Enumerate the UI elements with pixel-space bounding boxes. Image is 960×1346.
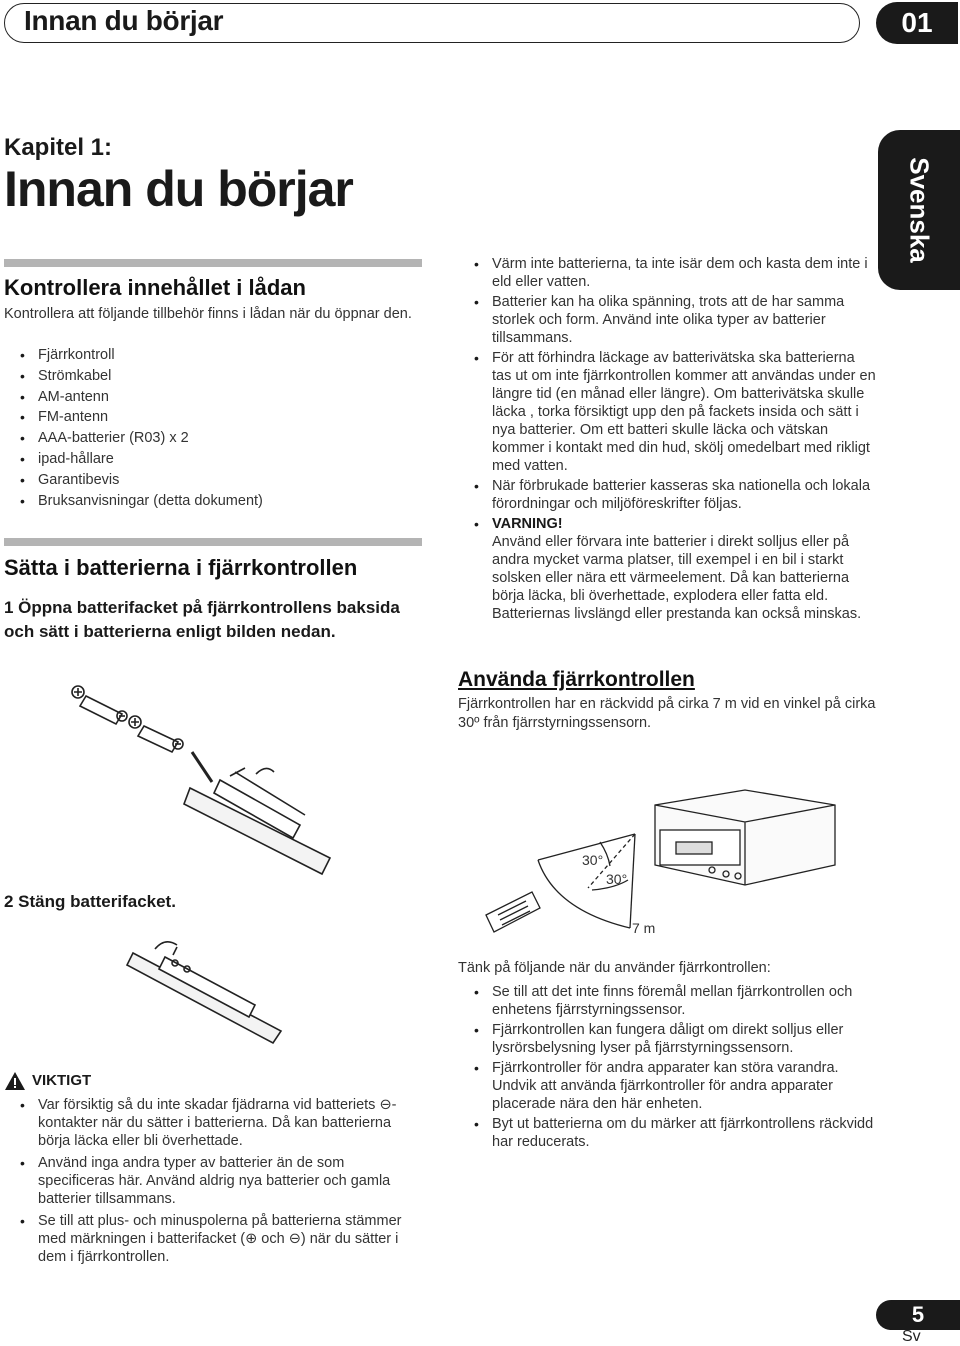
section-divider <box>4 259 422 267</box>
list-item: • AAA-batterier (R03) x 2 <box>4 429 424 447</box>
list-item: • Fjärrkontroller för andra apparater kan störa varandra. Undvik att använda fjärrkontroller för andra apparater placerade nära den här enheten. <box>458 1059 878 1113</box>
list-item: • Var försiktig så du inte skadar fjädrarna vid batteriets ⊖-kontakter när du sätter i batterierna. Då kan batterierna börja läcka eller bli överhettade. <box>4 1096 424 1150</box>
step-2: 2 Stäng batterifacket. <box>4 892 176 911</box>
section-divider <box>4 538 422 546</box>
chapter-title: Innan du börjar <box>4 161 353 217</box>
list-item: • Batterier kan ha olika spänning, trots att de har samma storlek och form. Använd inte olika typer av batterier tillsammans. <box>458 293 878 347</box>
list-item: • Garantibevis <box>4 471 424 489</box>
chapter-label: Kapitel 1: <box>4 134 113 161</box>
list-item: • Se till att det inte finns föremål mellan fjärrkontrollen och enhetens fjärrstyrningssensor. <box>458 983 878 1019</box>
contents-heading: Kontrollera innehållet i lådan <box>4 275 306 300</box>
battery-close-illustration <box>125 935 295 1045</box>
contents-list <box>4 346 424 512</box>
list-item: • FM-antenn <box>4 408 424 426</box>
usage-tips-list <box>458 983 878 1151</box>
contents-intro: Kontrollera att följande tillbehör finns i lådan när du öppnar den. <box>4 306 412 322</box>
list-item: • Fjärrkontrollen kan fungera dåligt om direkt solljus eller lysrörsbelysning lyser på fjärrstyrningssensorn. <box>458 1021 878 1057</box>
usage-heading: Använda fjärrkontrollen <box>458 668 695 691</box>
angle-label-top: 30° <box>582 852 604 868</box>
list-item: • Se till att plus- och minuspolerna på batterierna stämmer med märkningen i batterifacket (⊕ och ⊖) när du sätter i dem i fjärrkontrollen. <box>4 1212 424 1266</box>
list-item: • Fjärrkontroll <box>4 346 424 364</box>
warning-label: VARNING! <box>492 516 563 532</box>
list-item: • För att förhindra läckage av batterivätska ska batterierna tas ut om inte fjärrkontrollen kommer att användas under en längre tid (en månad eller längre). Om batterivätska skulle läcka , torka försiktigt upp den på fackets insida och sätt i nya batterier. Om ett batteri skulle läcka och vätskan kommer i kontakt med din hud, skölj omedelbart med rikligt med vatten. <box>458 349 878 475</box>
usage-tips-intro: Tänk på följande när du använder fjärrkontrollen: <box>458 960 771 976</box>
list-item: • Värm inte batterierna, ta inte isär dem och kasta dem inte i eld eller vatten. <box>458 255 878 291</box>
remote-range-diagram <box>480 770 860 945</box>
language-tab <box>878 130 960 290</box>
list-item: • Byt ut batterierna om du märker att fjärrkontrollens räckvidd har reducerats. <box>458 1115 878 1151</box>
list-item: • ipad-hållare <box>4 450 424 468</box>
list-item: • Strömkabel <box>4 367 424 385</box>
page-number: 5 <box>876 1300 960 1330</box>
list-item: • När förbrukade batterier kasseras ska nationella och lokala förordningar och miljöföreskrifter följas. <box>458 477 878 513</box>
warning-item <box>458 515 878 623</box>
language-tab-label: Svenska <box>904 157 935 263</box>
step-1: 1 Öppna batterifacket på fjärrkontrollens baksida och sätt i batterierna enligt bilden nedan. <box>4 598 400 641</box>
warning-text: Använd eller förvara inte batterier i direkt solljus eller på andra mycket varma platser, till exempel i en bil i starkt solsken eller nära ett värmeelement. Då kan batterierna börja läcka, bli överhettade, explodera eller fatta eld. Batteriernas livslängd eller prestanda kan också minskas. <box>492 534 862 622</box>
chapter-number-badge: 01 <box>876 2 958 44</box>
warning-icon <box>4 1071 26 1091</box>
batteries-heading: Sätta i batterierna i fjärrkontrollen <box>4 555 358 580</box>
important-heading: VIKTIGT <box>32 1072 92 1089</box>
important-list <box>4 1096 424 1266</box>
header-title: Innan du börjar <box>24 5 224 36</box>
battery-insert-illustration <box>60 680 360 880</box>
battery-notes-list <box>458 255 878 623</box>
page-language: Sv <box>902 1328 921 1345</box>
list-item: • Bruksanvisningar (detta dokument) <box>4 492 424 510</box>
usage-intro: Fjärrkontrollen har en räckvidd på cirka 7 m vid en vinkel på cirka 30º från fjärrstyrningssensorn. <box>458 696 876 731</box>
angle-label-bottom: 30° <box>606 871 628 887</box>
distance-label: 7 m <box>632 920 656 936</box>
list-item: • AM-antenn <box>4 388 424 406</box>
list-item: • Använd inga andra typer av batterier än de som specificeras här. Använd aldrig nya batterier och gamla batterier tillsammans. <box>4 1154 424 1208</box>
